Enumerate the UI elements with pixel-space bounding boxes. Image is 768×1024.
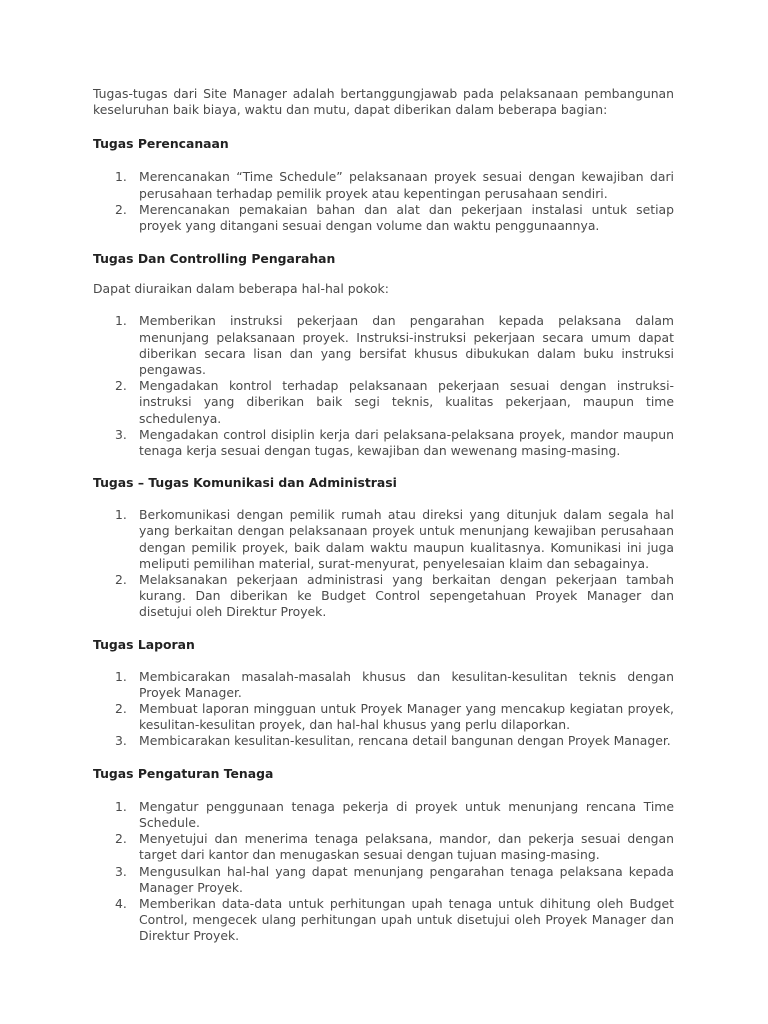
list-item-text: Mengusulkan hal-hal yang dapat menunjang pengarahan tenaga pelaksana kepada Manager Proyek. bbox=[139, 863, 674, 895]
list-item-text: Membicarakan kesulitan-kesulitan, rencana detail bangunan dengan Proyek Manager. bbox=[139, 733, 671, 749]
list-item bbox=[93, 169, 674, 201]
list-number: 1. bbox=[115, 507, 127, 523]
numbered-list bbox=[93, 669, 674, 750]
list-item bbox=[93, 507, 674, 572]
list-number: 4. bbox=[115, 895, 127, 911]
section-komunikasi bbox=[93, 475, 674, 620]
list-item bbox=[93, 733, 674, 749]
list-number: 2. bbox=[115, 378, 127, 394]
list-number: 3. bbox=[115, 733, 127, 749]
list-number: 1. bbox=[115, 169, 127, 185]
section-subtext: Dapat diuraikan dalam beberapa hal-hal pokok: bbox=[93, 281, 389, 297]
section-heading: Tugas – Tugas Komunikasi dan Administrasi bbox=[93, 475, 397, 491]
section-heading: Tugas Dan Controlling Pengarahan bbox=[93, 251, 336, 267]
numbered-list bbox=[93, 313, 674, 459]
list-item-text: Merencanakan “Time Schedule” pelaksanaan proyek sesuai dengan kewajiban dari perusahaan terhadap pemilik proyek atau kepentingan perusahaan sendiri. bbox=[139, 169, 674, 201]
list-number: 2. bbox=[115, 831, 127, 847]
section-perencanaan bbox=[93, 136, 674, 234]
list-item bbox=[93, 864, 674, 896]
list-number: 2. bbox=[115, 701, 127, 717]
list-number: 1. bbox=[115, 313, 127, 329]
list-number: 2. bbox=[115, 572, 127, 588]
list-number: 1. bbox=[115, 668, 127, 684]
list-item-text: Memberikan data-data untuk perhitungan upah tenaga untuk dihitung oleh Budget Control, mengecek ulang perhitungan upah untuk disetujui oleh Proyek Manager dan Direktur Proyek. bbox=[139, 895, 674, 944]
list-item bbox=[93, 378, 674, 427]
list-item-text: Mengatur penggunaan tenaga pekerja di proyek untuk menunjang rencana Time Schedule. bbox=[139, 798, 674, 830]
list-item bbox=[93, 669, 674, 701]
list-item bbox=[93, 202, 674, 234]
list-number: 3. bbox=[115, 863, 127, 879]
list-number: 2. bbox=[115, 201, 127, 217]
list-item-text: Menyetujui dan menerima tenaga pelaksana, mandor, dan pekerja sesuai dengan target dari kantor dan menugaskan sesuai dengan tujuan masing-masing. bbox=[139, 831, 674, 863]
list-item-text: Berkomunikasi dengan pemilik rumah atau direksi yang ditunjuk dalam segala hal yang berkaitan dengan pelaksanaan proyek untuk menunjang kewajiban perusahaan dengan pemilik proyek, baik dalam waktu maupun kualitasnya. Komunikasi ini juga meliputi pemilihan material, surat-menyurat, penyelesaian klaim dan sebagainya. bbox=[139, 507, 674, 571]
list-item-text: Melaksanakan pekerjaan administrasi yang berkaitan dengan pekerjaan tambah kurang. Dan diberikan ke Budget Control sepengetahuan Proyek Manager dan disetujui oleh Direktur Proyek. bbox=[139, 572, 674, 620]
list-item-text: Mengadakan kontrol terhadap pelaksanaan pekerjaan sesuai dengan instruksi-instruksi yang diberikan baik segi teknis, kualitas pekerjaan, maupun time schedulenya. bbox=[139, 378, 674, 426]
numbered-list bbox=[93, 507, 674, 620]
numbered-list bbox=[93, 169, 674, 234]
list-item bbox=[93, 799, 674, 831]
list-item bbox=[93, 313, 674, 378]
section-laporan bbox=[93, 637, 674, 750]
list-item bbox=[93, 831, 674, 863]
section-controlling bbox=[93, 251, 674, 459]
list-item-text: Mengadakan control disiplin kerja dari pelaksana-pelaksana proyek, mandor maupun tenaga kerja sesuai dengan tugas, kewajiban dan wewenang masing-masing. bbox=[139, 426, 674, 459]
section-pengaturan-tenaga bbox=[93, 766, 674, 945]
list-number: 3. bbox=[115, 426, 127, 442]
numbered-list bbox=[93, 799, 674, 945]
section-heading: Tugas Perencanaan bbox=[93, 136, 229, 152]
list-item-text: Merencanakan pemakaian bahan dan alat dan pekerjaan instalasi untuk setiap proyek yang ditangani sesuai dengan volume dan waktu penggunaannya. bbox=[139, 201, 674, 234]
section-heading: Tugas Laporan bbox=[93, 636, 195, 652]
intro-paragraph: Tugas-tugas dari Site Manager adalah bertanggungjawab pada pelaksanaan pembangunan keseluruhan baik biaya, waktu dan mutu, dapat diberikan dalam beberapa bagian: bbox=[93, 86, 674, 118]
list-item-text: Membicarakan masalah-masalah khusus dan kesulitan-kesulitan teknis dengan Proyek Manager. bbox=[139, 668, 674, 700]
list-item bbox=[93, 701, 674, 733]
list-item bbox=[93, 572, 674, 621]
list-item bbox=[93, 896, 674, 945]
list-item bbox=[93, 427, 674, 459]
list-item-text: Memberikan instruksi pekerjaan dan pengarahan kepada pelaksana dalam menunjang pelaksanaan proyek. Instruksi-instruksi pekerjaan secara umum dapat diberikan secara lisan dan yang bersifat khusus dibukukan dalam buku instruksi pengawas. bbox=[139, 313, 674, 378]
list-number: 1. bbox=[115, 798, 127, 814]
section-heading: Tugas Pengaturan Tenaga bbox=[93, 765, 274, 781]
list-item-text: Membuat laporan mingguan untuk Proyek Manager yang mencakup kegiatan proyek, kesulitan-kesulitan proyek, dan hal-hal khusus yang perlu dilaporkan. bbox=[139, 701, 674, 733]
